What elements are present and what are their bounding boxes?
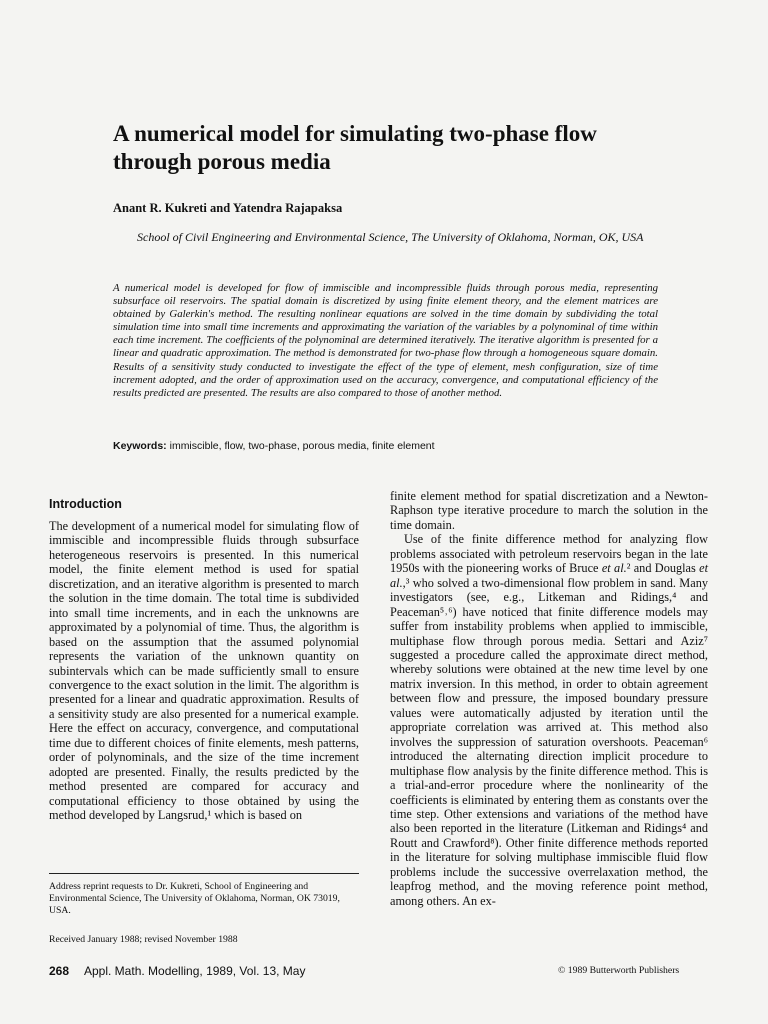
keywords-list: immiscible, flow, two-phase, porous media, finite element <box>169 440 435 452</box>
author-affiliation: School of Civil Engineering and Environmental Science, The University of Oklahoma, Norman, OK, USA <box>137 230 644 244</box>
footnote-divider <box>49 873 359 874</box>
paper-title: A numerical model for simulating two-phase flow through porous media <box>113 121 597 174</box>
right-column <box>390 489 708 908</box>
para2-etal-1: et al. <box>601 561 627 576</box>
received-date: Received January 1988; revised November 1988 <box>49 934 238 945</box>
intro-paragraph: The development of a numerical model for simulating flow of immiscible and incompressible fluids through subsurface heterogeneous reservoirs is presented. In this numerical model, the finite element method is used for spatial discretization, and an iterative algorithm is presented to march the solution in the time domain. The total time is subdivided into small time increments, and in each the unknowns are approximated by a polynomial of time. Thus, the algorithm is based on the assumption that the assumed polynomial represents the variation of the unknown quantity on subintervals which can be made sufficiently small to ensure convergence to the exact solution in the limit. The algorithm is presented for a linear and quadratic approximation. Results of a sensitivity study are also presented for a numerical example. Here the effect on accuracy, convergence, and computational time due to different choices of finite elements, mesh patterns, order of polynominals, and the size of the time increment adopted are presented. Finally, the results predicted by the method presented are compared for accuracy and computational efficiency to those obtained by using the method developed by Langsrud,¹ which is based on <box>49 519 359 823</box>
para2-etal-2: et al. <box>390 561 708 590</box>
section-heading-introduction: Introduction <box>49 497 122 511</box>
para2-text-b: ² and Douglas <box>626 561 700 576</box>
author-list: Anant R. Kukreti and Yatendra Rajapaksa <box>113 201 343 215</box>
copyright-notice: © 1989 Butterworth Publishers <box>558 965 680 976</box>
journal-reference: Appl. Math. Modelling, 1989, Vol. 13, May <box>84 964 306 978</box>
keywords-label: Keywords: <box>113 440 167 452</box>
para2-text-a: Use of the finite difference method for analyzing flow problems associated with petroleum reservoirs began in the late 1950s with the pioneering works of Bruce <box>390 532 708 576</box>
right-paragraph-2 <box>390 532 708 908</box>
footnote: Address reprint requests to Dr. Kukreti, School of Engineering and Environmental Science, The University of Oklahoma, Norman, OK 73019, USA. <box>49 881 340 916</box>
para2-text-c: ,³ who solved a two-dimensional flow problem in sand. Many investigators (see, e.g., Litkeman and Ridings,⁴ and Peaceman⁵˒⁶) have noticed that finite difference models may suffer from instability problems when applied to immiscible, multiphase flow through porous media. Settari and Aziz⁷ suggested a procedure called the approximate direct method, whereby solutions were obtained at the new time level by one matrix inversion. In this method, in order to obtain agreement between flow and pressure, the imposed boundary pressure values were automatically adjusted by iteration until the appropriate correlation was arrived at. This method also involves the suppression of saturation overshoots. Peaceman⁶ introduced the alternating direction implicit procedure to multiphase flow analysis by the finite difference method. This is a trial-and-error procedure where the nonlinearity of the coefficients is eliminated by entering them as constants over the time step. Other extensions and variations of the method have also been reported in the literature (Litkeman and Ridings⁴ and Routt and Crawford⁸). Other finite difference methods reported in the literature for solving multiphase immiscible fluid flow problems include the successive overrelaxation method, the leapfrog method, and the moving reference point method, among others. An ex- <box>390 575 708 908</box>
keywords-line <box>113 440 435 452</box>
right-paragraph-1: finite element method for spatial discretization and a Newton-Raphson type iterative procedure to march the solution in the time domain. <box>390 489 708 532</box>
page-number: 268 <box>49 964 70 978</box>
abstract: A numerical model is developed for flow of immiscible and incompressible fluids through porous media, representing subsurface oil reservoirs. The spatial domain is discretized by using finite element theory, and the element matrices are obtained by Galerkin's method. The resulting nonlinear equations are solved in the time domain by subdividing the total simulation time into small time increments and approximating the variation of the variables by a polynominal of time within each time increment. The coefficients of the polynominal are determined iteratively. The iterative algorithm is presented for a linear and quadratic approximation. The method is demonstrated for two-phase flow through a homogeneous square domain. Results of a sensitivity study conducted to investigate the effect of the type of element, mesh configuration, size of time increment adopted, and the order of approximation used on the accuracy, convergence, and computational efficiency of the results predicted are presented. The results are also compared to those of another method. <box>113 282 658 399</box>
left-column <box>49 519 359 823</box>
